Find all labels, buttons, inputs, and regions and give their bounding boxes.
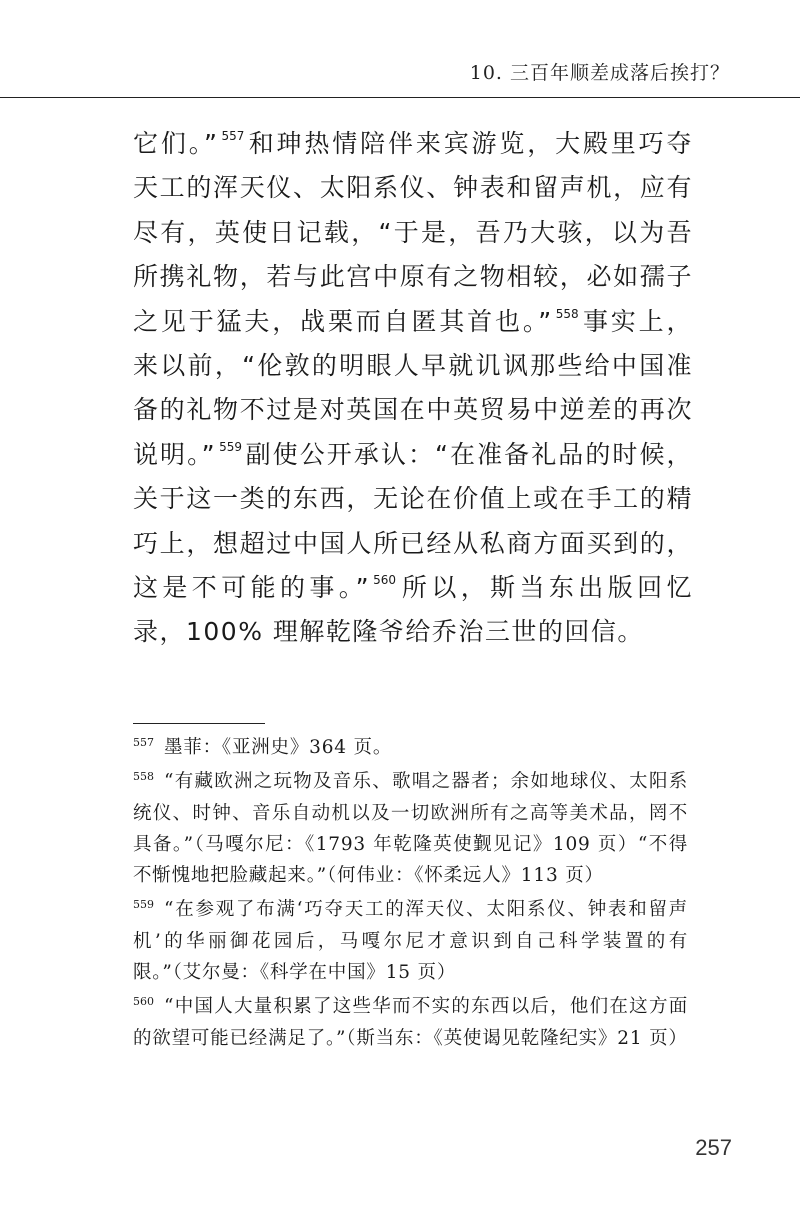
body-text-segment-2: 和珅热情陪伴来宾游览，大殿里巧夺天工的浑天仪、太阳系仪、钟表和留声机，应有尽有，英使日记载，“于是，吾乃大骇，以为吾所携礼物，若与此宫中原有之物相较，必如孺子之见于猛夫，战栗而自匿其首也。” (133, 129, 693, 336)
body-text-segment-3: 事实上，来以前，“伦敦的明眼人早就讥讽那些给中国准备的礼物不过是对英国在中英贸易中逆差的再次说明。” (133, 306, 693, 469)
body-text-segment-1: 它们。” (133, 129, 219, 158)
footnote-557 (133, 732, 688, 763)
footnote-number: 557 (133, 736, 154, 749)
footnote-text: “在参观了布满‘巧夺天工的浑天仪、太阳系仪、钟表和留声机’的华丽御花园后，马嘎尔尼才意识到自己科学装置的有限。”（艾尔曼：《科学在中国》15 页） (133, 899, 688, 984)
footnote-ref-560: 560 (373, 573, 397, 588)
footnote-text: “有藏欧洲之玩物及音乐、歌唱之器者；余如地球仪、太阳系统仪、时钟、音乐自动机以及一切欧洲所有之高等美术品，罔不具备。”（马嘎尔尼：《1793 年乾隆英使觐见记》109 页）“不得不惭愧地把脸藏起来。”（何伟业：《怀柔远人》113 页） (133, 771, 688, 887)
footnote-560 (133, 991, 688, 1054)
footnote-ref-559: 559 (219, 439, 243, 454)
footnote-559 (133, 894, 688, 988)
running-header: 10. 三百年顺差成落后挨打？ (469, 62, 730, 84)
footnote-rule (133, 723, 265, 724)
header-rule (0, 97, 800, 98)
footnote-ref-558: 558 (555, 306, 579, 321)
body-text-segment-5: 所以，斯当东出版回忆录，100% 理解乾隆爷给乔治三世的回信。 (133, 573, 693, 647)
body-paragraph (133, 122, 693, 655)
footnote-text: “中国人大量积累了这些华而不实的东西以后，他们在这方面的欲望可能已经满足了。”（斯当东：《英使谒见乾隆纪实》21 页） (133, 996, 688, 1049)
page-number: 257 (695, 1135, 732, 1160)
footnote-text: 墨菲：《亚洲史》364 页。 (164, 737, 393, 758)
footnotes (133, 732, 688, 1057)
footnote-number: 558 (133, 770, 154, 784)
footnote-number: 560 (133, 995, 154, 1009)
body-text-segment-4: 副使公开承认：“在准备礼品的时候，关于这一类的东西，无论在价值上或在手工的精巧上，想超过中国人所已经从私商方面买到的，这是不可能的事。” (133, 439, 694, 603)
footnote-ref-557: 557 (221, 129, 245, 143)
footnote-number: 559 (133, 898, 154, 912)
footnote-558 (133, 766, 688, 891)
